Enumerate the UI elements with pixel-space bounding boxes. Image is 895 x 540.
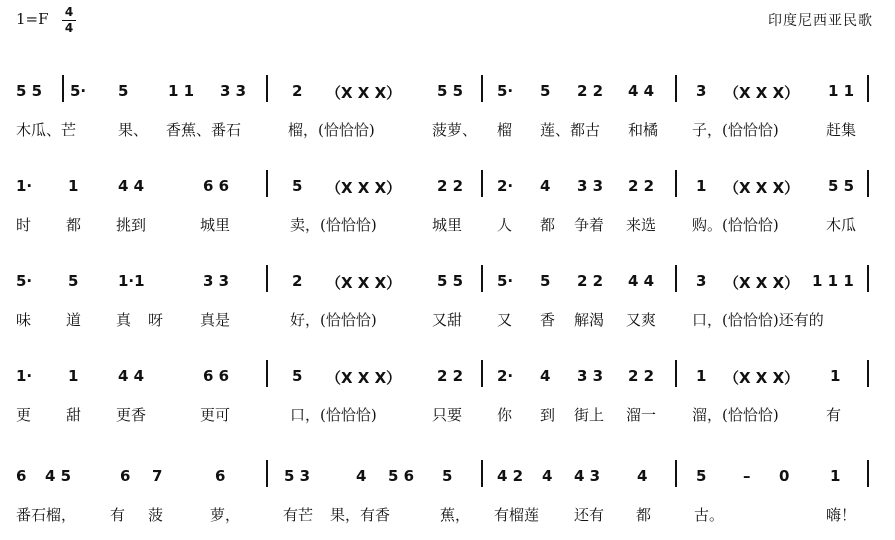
score-system-3: [0, 265, 895, 345]
lyric: 果，有香: [330, 506, 391, 524]
lyric: 木瓜、芒: [16, 121, 77, 139]
note: 5: [540, 82, 551, 100]
barline: [266, 360, 268, 387]
lyrics-line: [0, 210, 895, 240]
barline: [867, 265, 869, 292]
lyric: 赶集: [826, 121, 857, 139]
note: 1·1: [118, 272, 145, 290]
time-signature: [62, 6, 76, 35]
note: 4: [356, 467, 367, 485]
barline: [266, 170, 268, 197]
barline: [867, 460, 869, 487]
lyric: 子，(恰恰恰): [692, 121, 779, 139]
lyric: 卖，(恰恰恰): [290, 216, 377, 234]
lyrics-line: [0, 305, 895, 335]
barline: [481, 460, 483, 487]
note: 2·: [497, 177, 514, 195]
lyrics-line: [0, 400, 895, 430]
barline: [481, 265, 483, 292]
note: 5·: [497, 82, 514, 100]
note: 4 4: [628, 272, 655, 290]
note: 2·: [497, 367, 514, 385]
barline: [867, 360, 869, 387]
lyric: 蕉，: [440, 506, 471, 524]
lyric: 争着: [574, 216, 605, 234]
score-system-5: [0, 460, 895, 540]
note: 4: [540, 177, 551, 195]
note: 6 6: [203, 177, 230, 195]
barline: [62, 75, 64, 102]
lyric: 好，(恰恰恰): [290, 311, 377, 329]
note: 2 2: [628, 177, 655, 195]
lyric: 都: [540, 216, 556, 234]
note: 5·: [497, 272, 514, 290]
note: （X X X）: [326, 84, 402, 102]
lyric: 又爽: [626, 311, 657, 329]
note: 1·: [16, 367, 33, 385]
barline: [481, 75, 483, 102]
note: 4: [542, 467, 553, 485]
note: 2 2: [628, 367, 655, 385]
key-signature: 1=F: [16, 10, 49, 28]
note: （X X X）: [326, 179, 402, 197]
lyric: 香: [540, 311, 556, 329]
barline: [266, 75, 268, 102]
barline: [266, 265, 268, 292]
lyric: 道: [66, 311, 82, 329]
note: （X X X）: [326, 274, 402, 292]
note: 5: [540, 272, 551, 290]
lyric: 果、: [118, 121, 149, 139]
barline: [675, 460, 677, 487]
notation-line: [0, 75, 895, 115]
note: 3 3: [577, 367, 604, 385]
lyric: 甜: [66, 406, 82, 424]
note: 3: [696, 272, 707, 290]
lyric: 来选: [626, 216, 657, 234]
lyric: 有榴莲: [494, 506, 540, 524]
note: 1: [68, 177, 79, 195]
note: 5: [118, 82, 129, 100]
lyric: 到: [540, 406, 556, 424]
lyric: 古。: [694, 506, 725, 524]
note: 1: [696, 367, 707, 385]
note: 0: [779, 467, 790, 485]
note: 7: [152, 467, 163, 485]
lyric: 香蕉、番石: [166, 121, 242, 139]
lyric: 解渴: [574, 311, 605, 329]
note: （X X X）: [724, 84, 800, 102]
note: 5 5: [437, 272, 464, 290]
lyric: 有: [110, 506, 126, 524]
lyric: 溜，(恰恰恰): [692, 406, 779, 424]
note: 5: [68, 272, 79, 290]
lyric: 更可: [200, 406, 231, 424]
note: 4: [637, 467, 648, 485]
barline: [266, 460, 268, 487]
lyric: 时: [16, 216, 32, 234]
note: 2 2: [437, 177, 464, 195]
lyrics-line: [0, 500, 895, 530]
lyric: 木瓜: [826, 216, 857, 234]
lyric: 榴: [497, 121, 513, 139]
note: 3 3: [203, 272, 230, 290]
note: 5 5: [828, 177, 855, 195]
lyric: 购。(恰恰恰): [692, 216, 779, 234]
note: 2: [292, 82, 303, 100]
lyric: 呀: [148, 311, 164, 329]
note: （X X X）: [724, 179, 800, 197]
lyric: 人: [497, 216, 513, 234]
lyric: 菠萝、: [432, 121, 478, 139]
note: 6 6: [203, 367, 230, 385]
note: 5·: [16, 272, 33, 290]
lyric: 只要: [432, 406, 463, 424]
lyric: 榴，(恰恰恰): [288, 121, 375, 139]
note: （X X X）: [326, 369, 402, 387]
lyric: 挑到: [116, 216, 147, 234]
lyric: 更香: [116, 406, 147, 424]
note: 1: [830, 467, 841, 485]
score-system-4: [0, 360, 895, 440]
note: 5 5: [16, 82, 43, 100]
note: 4 4: [628, 82, 655, 100]
note: 5 3: [284, 467, 311, 485]
barline: [675, 265, 677, 292]
lyric: 真: [116, 311, 132, 329]
barline: [675, 170, 677, 197]
note: 1: [68, 367, 79, 385]
note: 1 1 1: [812, 272, 854, 290]
lyric: 又: [497, 311, 513, 329]
lyric: 城里: [200, 216, 231, 234]
note: 5: [292, 367, 303, 385]
note: 1 1: [828, 82, 855, 100]
lyric: 都: [66, 216, 82, 234]
lyric: 莲、都古: [540, 121, 601, 139]
lyric: 口，(恰恰恰)还有的: [692, 311, 824, 329]
barline: [481, 170, 483, 197]
note: 5·: [70, 82, 87, 100]
note: 4: [540, 367, 551, 385]
time-signature-bottom: 4: [64, 21, 74, 35]
note: （X X X）: [724, 274, 800, 292]
note: 1: [830, 367, 841, 385]
lyric: 更: [16, 406, 32, 424]
note: 4 2: [497, 467, 524, 485]
note: 4 5: [45, 467, 72, 485]
lyric: 味: [16, 311, 32, 329]
lyric: 菠: [148, 506, 164, 524]
lyric: 又甜: [432, 311, 463, 329]
lyric: 番石榴，: [16, 506, 77, 524]
lyrics-line: [0, 115, 895, 145]
lyric: 嗨！: [826, 506, 857, 524]
note: 2: [292, 272, 303, 290]
notation-line: [0, 170, 895, 210]
score-system-2: [0, 170, 895, 250]
note: 2 2: [437, 367, 464, 385]
time-signature-top: 4: [64, 5, 74, 19]
note: 4 4: [118, 177, 145, 195]
lyric: 街上: [574, 406, 605, 424]
barline: [867, 75, 869, 102]
song-origin: 印度尼西亚民歌: [768, 13, 873, 29]
note: 5: [292, 177, 303, 195]
note: 6: [120, 467, 131, 485]
barline: [675, 360, 677, 387]
lyric: 城里: [432, 216, 463, 234]
notation-line: [0, 360, 895, 400]
note: –: [743, 467, 751, 485]
lyric: 和橘: [628, 121, 659, 139]
lyric: 口，(恰恰恰): [290, 406, 377, 424]
note: 3: [696, 82, 707, 100]
note: 5: [442, 467, 453, 485]
note: 3 3: [220, 82, 247, 100]
score-system-1: [0, 75, 895, 155]
lyric: 有: [826, 406, 842, 424]
note: 4 3: [574, 467, 601, 485]
note: 5: [696, 467, 707, 485]
lyric: 萝，: [210, 506, 241, 524]
lyric: 溜一: [626, 406, 657, 424]
note: 5 5: [437, 82, 464, 100]
lyric: 还有: [574, 506, 605, 524]
note: （X X X）: [724, 369, 800, 387]
notation-line: [0, 460, 895, 500]
note: 1: [696, 177, 707, 195]
note: 5 6: [388, 467, 415, 485]
note: 4 4: [118, 367, 145, 385]
note: 1·: [16, 177, 33, 195]
lyric: 有芒: [283, 506, 314, 524]
note: 2 2: [577, 82, 604, 100]
barline: [481, 360, 483, 387]
barline: [675, 75, 677, 102]
notation-line: [0, 265, 895, 305]
note: 3 3: [577, 177, 604, 195]
note: 6: [16, 467, 27, 485]
barline: [867, 170, 869, 197]
lyric: 都: [636, 506, 652, 524]
note: 6: [215, 467, 226, 485]
lyric: 真是: [200, 311, 231, 329]
lyric: 你: [497, 406, 513, 424]
note: 1 1: [168, 82, 195, 100]
note: 2 2: [577, 272, 604, 290]
